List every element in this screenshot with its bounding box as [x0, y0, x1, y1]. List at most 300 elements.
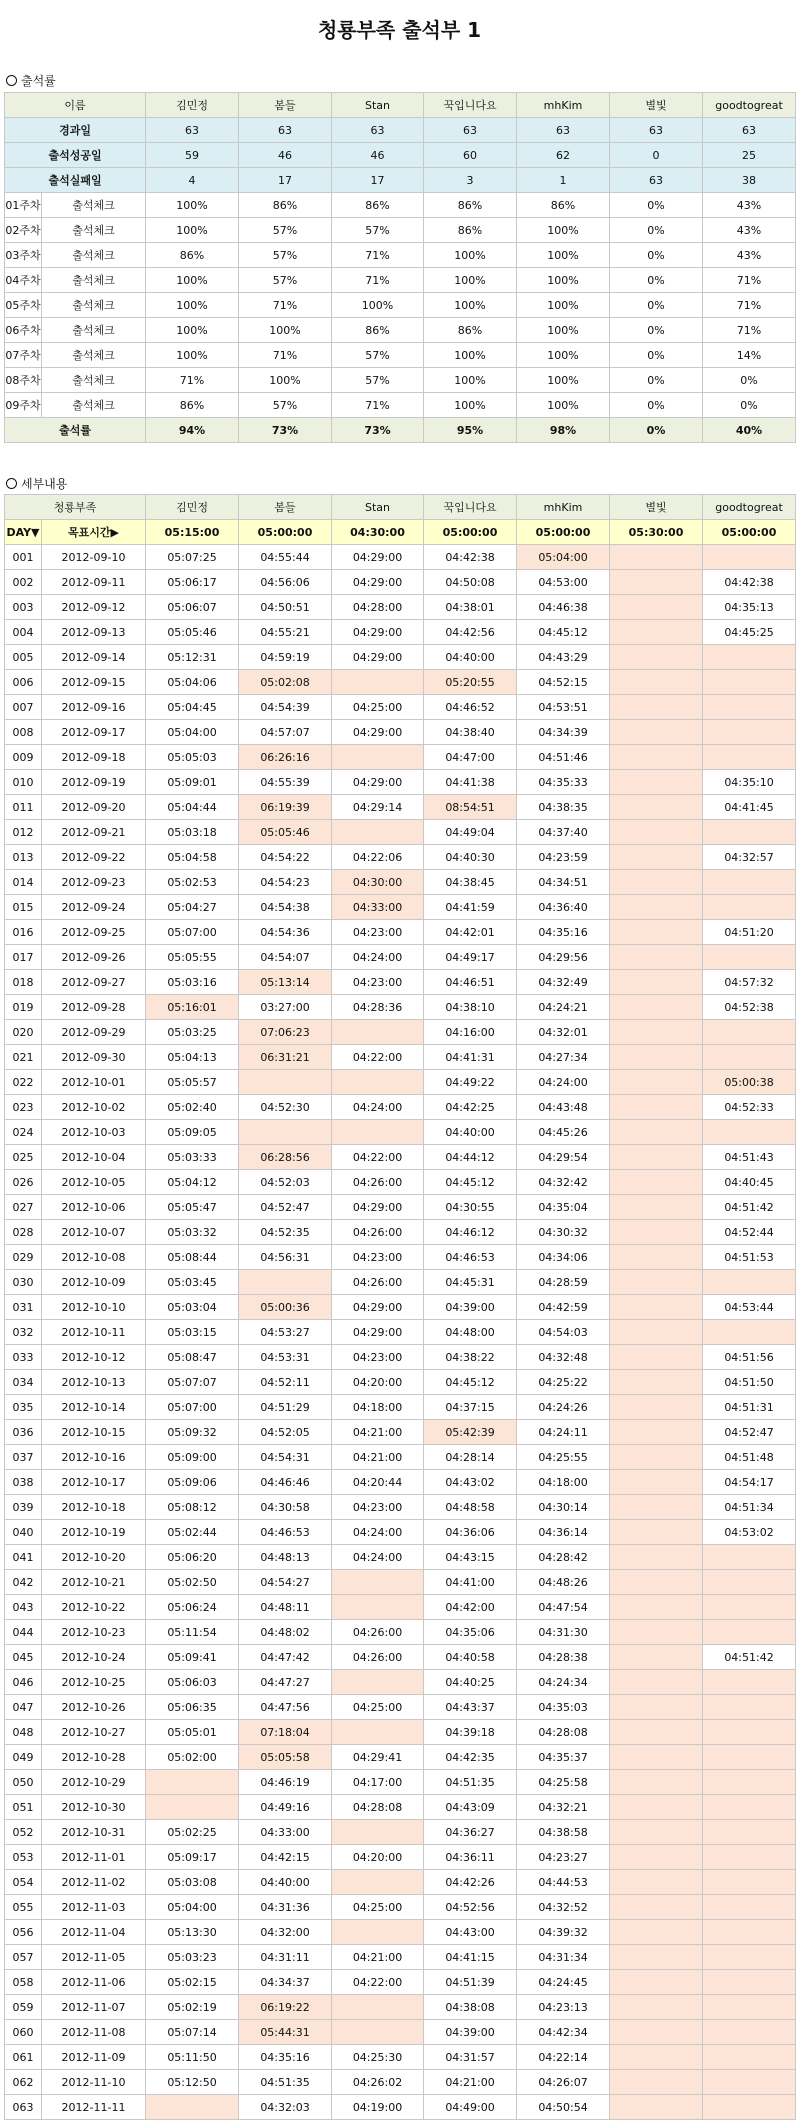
day-number-cell: 019: [5, 995, 42, 1020]
day-row: [5, 795, 796, 820]
checkin-time-cell: 04:53:02: [703, 1520, 796, 1545]
checkin-time-cell: [703, 670, 796, 695]
week-rate-cell: 71%: [703, 318, 796, 343]
checkin-time-cell: 04:52:38: [703, 995, 796, 1020]
day-number-cell: 021: [5, 1045, 42, 1070]
checkin-time-cell: 04:32:57: [703, 845, 796, 870]
day-row: [5, 1970, 796, 1995]
day-number-cell: 048: [5, 1720, 42, 1745]
checkin-time-cell: [610, 1245, 703, 1270]
checkin-time-cell: 04:54:23: [239, 870, 332, 895]
checkin-time-cell: 05:04:27: [146, 895, 239, 920]
checkin-time-cell: 04:22:14: [517, 2045, 610, 2070]
checkin-time-cell: [610, 570, 703, 595]
date-cell: 2012-09-15: [42, 670, 146, 695]
checkin-time-cell: 04:52:33: [703, 1095, 796, 1120]
checkin-time-cell: 04:34:06: [517, 1245, 610, 1270]
checkin-time-cell: 04:26:00: [332, 1220, 424, 1245]
checkin-time-cell: 05:03:32: [146, 1220, 239, 1245]
checkin-time-cell: 04:41:15: [424, 1945, 517, 1970]
checkin-time-cell: [332, 1570, 424, 1595]
checkin-time-cell: 04:56:06: [239, 570, 332, 595]
date-cell: 2012-10-09: [42, 1270, 146, 1295]
checkin-time-cell: 04:48:58: [424, 1495, 517, 1520]
checkin-time-cell: [610, 1020, 703, 1045]
week-rate-cell: 86%: [146, 393, 239, 418]
checkin-time-cell: [703, 645, 796, 670]
week-label-cell: 07주차: [5, 343, 42, 368]
day-number-cell: 014: [5, 870, 42, 895]
checkin-time-cell: 05:04:13: [146, 1045, 239, 1070]
checkin-time-cell: 05:05:58: [239, 1745, 332, 1770]
week-rate-cell: 100%: [517, 293, 610, 318]
checkin-time-cell: [610, 995, 703, 1020]
day-number-cell: 025: [5, 1145, 42, 1170]
member-header-cell: Stan: [332, 93, 424, 118]
day-number-cell: 026: [5, 1170, 42, 1195]
checkin-time-cell: 05:05:57: [146, 1070, 239, 1095]
checkin-time-cell: 04:31:11: [239, 1945, 332, 1970]
week-rate-cell: 86%: [332, 193, 424, 218]
checkin-time-cell: 04:43:48: [517, 1095, 610, 1120]
checkin-time-cell: 04:31:30: [517, 1620, 610, 1645]
week-rate-cell: 0%: [610, 193, 703, 218]
checkin-time-cell: [610, 1970, 703, 1995]
checkin-time-cell: 05:04:06: [146, 670, 239, 695]
checkin-time-cell: 04:30:14: [517, 1495, 610, 1520]
check-label-cell: 출석체크: [42, 243, 146, 268]
day-number-cell: 045: [5, 1645, 42, 1670]
day-row: [5, 670, 796, 695]
checkin-time-cell: 05:02:40: [146, 1095, 239, 1120]
checkin-time-cell: 04:29:00: [332, 645, 424, 670]
checkin-time-cell: [610, 795, 703, 820]
checkin-time-cell: 04:52:05: [239, 1420, 332, 1445]
week-row: [5, 218, 796, 243]
day-row: [5, 1620, 796, 1645]
day-row: [5, 1570, 796, 1595]
checkin-time-cell: 04:34:37: [239, 1970, 332, 1995]
checkin-time-cell: [332, 820, 424, 845]
day-number-cell: 052: [5, 1820, 42, 1845]
checkin-time-cell: 04:48:26: [517, 1570, 610, 1595]
checkin-time-cell: 05:09:05: [146, 1120, 239, 1145]
checkin-time-cell: 05:03:18: [146, 820, 239, 845]
date-cell: 2012-11-06: [42, 1970, 146, 1995]
week-rate-cell: 100%: [146, 343, 239, 368]
checkin-time-cell: 07:06:23: [239, 1020, 332, 1045]
checkin-time-cell: 04:36:27: [424, 1820, 517, 1845]
day-row: [5, 1720, 796, 1745]
checkin-time-cell: 04:42:01: [424, 920, 517, 945]
checkin-time-cell: [332, 1720, 424, 1745]
week-rate-cell: 57%: [332, 218, 424, 243]
checkin-time-cell: 04:29:00: [332, 545, 424, 570]
day-row: [5, 945, 796, 970]
checkin-time-cell: 05:06:03: [146, 1670, 239, 1695]
day-number-cell: 044: [5, 1620, 42, 1645]
target-row: [5, 520, 796, 545]
checkin-time-cell: 04:35:16: [517, 920, 610, 945]
check-label-cell: 출석체크: [42, 293, 146, 318]
day-row: [5, 1120, 796, 1145]
checkin-time-cell: 04:29:00: [332, 570, 424, 595]
checkin-time-cell: [610, 1320, 703, 1345]
date-cell: 2012-10-18: [42, 1495, 146, 1520]
week-rate-cell: 57%: [239, 393, 332, 418]
total-label-cell: 출석률: [5, 418, 146, 443]
day-row: [5, 1445, 796, 1470]
day-number-cell: 059: [5, 1995, 42, 2020]
date-cell: 2012-09-29: [42, 1020, 146, 1045]
checkin-time-cell: 05:09:41: [146, 1645, 239, 1670]
day-number-cell: 010: [5, 770, 42, 795]
checkin-time-cell: 04:18:00: [332, 1395, 424, 1420]
day-number-cell: 061: [5, 2045, 42, 2070]
checkin-time-cell: [239, 1270, 332, 1295]
day-row: [5, 1895, 796, 1920]
checkin-time-cell: 04:52:56: [424, 1895, 517, 1920]
member-header-cell: 꾹입니다요: [424, 495, 517, 520]
week-rate-cell: 86%: [517, 193, 610, 218]
day-row: [5, 720, 796, 745]
checkin-time-cell: 04:53:00: [517, 570, 610, 595]
checkin-time-cell: 04:45:31: [424, 1270, 517, 1295]
day-row: [5, 970, 796, 995]
target-label-cell: 목표시간▶: [42, 520, 146, 545]
week-rate-cell: 100%: [146, 268, 239, 293]
checkin-time-cell: [239, 1070, 332, 1095]
date-cell: 2012-09-21: [42, 820, 146, 845]
summary-value-cell: 63: [146, 118, 239, 143]
target-time-cell: 04:30:00: [332, 520, 424, 545]
checkin-time-cell: 03:27:00: [239, 995, 332, 1020]
checkin-time-cell: [703, 720, 796, 745]
checkin-time-cell: 05:12:31: [146, 645, 239, 670]
day-row: [5, 1670, 796, 1695]
checkin-time-cell: 05:06:20: [146, 1545, 239, 1570]
checkin-time-cell: [610, 1070, 703, 1095]
target-time-cell: 05:15:00: [146, 520, 239, 545]
summary-label-cell: 출석성공일: [5, 143, 146, 168]
date-cell: 2012-11-02: [42, 1870, 146, 1895]
week-rate-cell: 100%: [424, 393, 517, 418]
checkin-time-cell: 05:06:24: [146, 1595, 239, 1620]
date-cell: 2012-10-27: [42, 1720, 146, 1745]
checkin-time-cell: 04:39:00: [424, 2020, 517, 2045]
checkin-time-cell: 05:03:15: [146, 1320, 239, 1345]
day-row: [5, 1470, 796, 1495]
checkin-time-cell: 05:09:00: [146, 1445, 239, 1470]
date-cell: 2012-09-11: [42, 570, 146, 595]
circle-bullet-icon: [6, 75, 17, 86]
checkin-time-cell: 04:41:00: [424, 1570, 517, 1595]
summary-value-cell: 17: [332, 168, 424, 193]
checkin-time-cell: [610, 1095, 703, 1120]
member-header-cell: 봄들: [239, 495, 332, 520]
checkin-time-cell: 04:53:44: [703, 1295, 796, 1320]
checkin-time-cell: 04:46:53: [424, 1245, 517, 1270]
date-cell: 2012-09-25: [42, 920, 146, 945]
summary-value-cell: 59: [146, 143, 239, 168]
day-row: [5, 1020, 796, 1045]
date-cell: 2012-10-24: [42, 1645, 146, 1670]
day-number-cell: 062: [5, 2070, 42, 2095]
date-cell: 2012-11-03: [42, 1895, 146, 1920]
checkin-time-cell: 04:49:16: [239, 1795, 332, 1820]
checkin-time-cell: 04:42:38: [703, 570, 796, 595]
day-number-cell: 005: [5, 645, 42, 670]
target-time-cell: 05:00:00: [517, 520, 610, 545]
total-rate-cell: 73%: [332, 418, 424, 443]
checkin-time-cell: 05:06:17: [146, 570, 239, 595]
checkin-time-cell: 04:23:00: [332, 920, 424, 945]
day-number-cell: 009: [5, 745, 42, 770]
checkin-time-cell: 04:29:00: [332, 720, 424, 745]
week-rate-cell: 57%: [332, 368, 424, 393]
checkin-time-cell: [703, 945, 796, 970]
date-cell: 2012-09-18: [42, 745, 146, 770]
circle-bullet-icon: [6, 478, 17, 489]
checkin-time-cell: 04:52:11: [239, 1370, 332, 1395]
checkin-time-cell: 04:43:37: [424, 1695, 517, 1720]
week-rate-cell: 71%: [332, 268, 424, 293]
checkin-time-cell: 05:05:47: [146, 1195, 239, 1220]
member-header-cell: mhKim: [517, 495, 610, 520]
checkin-time-cell: 04:21:00: [332, 1445, 424, 1470]
week-label-cell: 08주차: [5, 368, 42, 393]
week-rate-cell: 0%: [610, 268, 703, 293]
checkin-time-cell: 04:43:29: [517, 645, 610, 670]
member-header-cell: goodtogreat: [703, 495, 796, 520]
member-header-cell: mhKim: [517, 93, 610, 118]
summary-row: [5, 118, 796, 143]
total-rate-cell: 0%: [610, 418, 703, 443]
checkin-time-cell: 05:07:14: [146, 2020, 239, 2045]
checkin-time-cell: 05:05:03: [146, 745, 239, 770]
checkin-time-cell: 04:24:00: [332, 1545, 424, 1570]
checkin-time-cell: 04:39:32: [517, 1920, 610, 1945]
checkin-time-cell: 04:42:25: [424, 1095, 517, 1120]
week-row: [5, 243, 796, 268]
checkin-time-cell: 04:23:00: [332, 1495, 424, 1520]
checkin-time-cell: [703, 1795, 796, 1820]
day-number-cell: 051: [5, 1795, 42, 1820]
checkin-time-cell: [703, 1895, 796, 1920]
checkin-time-cell: 04:29:54: [517, 1145, 610, 1170]
week-rate-cell: 100%: [517, 268, 610, 293]
week-rate-cell: 100%: [332, 293, 424, 318]
day-row: [5, 1520, 796, 1545]
tribe-header-cell: 청룡부족: [5, 495, 146, 520]
checkin-time-cell: 05:02:08: [239, 670, 332, 695]
week-rate-cell: 43%: [703, 243, 796, 268]
checkin-time-cell: [146, 1795, 239, 1820]
member-header-cell: 봄들: [239, 93, 332, 118]
checkin-time-cell: 04:32:01: [517, 1020, 610, 1045]
checkin-time-cell: 04:53:51: [517, 695, 610, 720]
summary-value-cell: 63: [703, 118, 796, 143]
week-rate-cell: 100%: [517, 343, 610, 368]
checkin-time-cell: 04:43:09: [424, 1795, 517, 1820]
checkin-time-cell: 04:23:00: [332, 1345, 424, 1370]
day-row: [5, 1920, 796, 1945]
checkin-time-cell: 04:38:22: [424, 1345, 517, 1370]
checkin-time-cell: 04:46:52: [424, 695, 517, 720]
date-cell: 2012-09-16: [42, 695, 146, 720]
date-cell: 2012-10-28: [42, 1745, 146, 1770]
section-heading-label: 세부내용: [21, 477, 68, 491]
week-rate-cell: 86%: [424, 218, 517, 243]
checkin-time-cell: [610, 620, 703, 645]
date-cell: 2012-09-28: [42, 995, 146, 1020]
day-number-cell: 020: [5, 1020, 42, 1045]
day-row: [5, 2070, 796, 2095]
date-cell: 2012-11-11: [42, 2095, 146, 2120]
week-rate-cell: 0%: [610, 243, 703, 268]
checkin-time-cell: 04:28:36: [332, 995, 424, 1020]
checkin-time-cell: 04:24:11: [517, 1420, 610, 1445]
week-rate-cell: 100%: [424, 243, 517, 268]
day-number-cell: 033: [5, 1345, 42, 1370]
checkin-time-cell: 05:02:53: [146, 870, 239, 895]
checkin-time-cell: [610, 1770, 703, 1795]
checkin-time-cell: 04:55:21: [239, 620, 332, 645]
checkin-time-cell: [610, 1920, 703, 1945]
checkin-time-cell: 05:03:33: [146, 1145, 239, 1170]
checkin-time-cell: 04:30:58: [239, 1495, 332, 1520]
checkin-time-cell: 04:29:00: [332, 620, 424, 645]
day-number-cell: 028: [5, 1220, 42, 1245]
checkin-time-cell: 04:54:17: [703, 1470, 796, 1495]
date-cell: 2012-11-10: [42, 2070, 146, 2095]
checkin-time-cell: [610, 1345, 703, 1370]
day-row: [5, 845, 796, 870]
checkin-time-cell: 04:29:14: [332, 795, 424, 820]
checkin-time-cell: 05:05:55: [146, 945, 239, 970]
day-number-cell: 022: [5, 1070, 42, 1095]
checkin-time-cell: 04:49:00: [424, 2095, 517, 2120]
checkin-time-cell: 04:54:36: [239, 920, 332, 945]
summary-label-cell: 경과일: [5, 118, 146, 143]
summary-value-cell: 17: [239, 168, 332, 193]
checkin-time-cell: 04:42:59: [517, 1295, 610, 1320]
checkin-time-cell: [239, 1120, 332, 1145]
checkin-time-cell: [703, 745, 796, 770]
checkin-time-cell: 04:52:47: [703, 1420, 796, 1445]
week-label-cell: 02주차: [5, 218, 42, 243]
checkin-time-cell: 04:48:00: [424, 1320, 517, 1345]
checkin-time-cell: 04:23:13: [517, 1995, 610, 2020]
checkin-time-cell: 05:07:25: [146, 545, 239, 570]
week-rate-cell: 71%: [703, 268, 796, 293]
checkin-time-cell: 04:47:27: [239, 1670, 332, 1695]
checkin-time-cell: [703, 2095, 796, 2120]
checkin-time-cell: 05:20:55: [424, 670, 517, 695]
checkin-time-cell: 05:11:54: [146, 1620, 239, 1645]
checkin-time-cell: 06:31:21: [239, 1045, 332, 1070]
checkin-time-cell: 04:25:30: [332, 2045, 424, 2070]
week-label-cell: 03주차: [5, 243, 42, 268]
checkin-time-cell: 04:26:00: [332, 1645, 424, 1670]
checkin-time-cell: 04:36:40: [517, 895, 610, 920]
checkin-time-cell: 04:24:00: [332, 1520, 424, 1545]
day-row: [5, 1295, 796, 1320]
total-rate-cell: 73%: [239, 418, 332, 443]
checkin-time-cell: 05:03:45: [146, 1270, 239, 1295]
checkin-time-cell: [610, 645, 703, 670]
checkin-time-cell: 04:18:00: [517, 1470, 610, 1495]
checkin-time-cell: [610, 1820, 703, 1845]
checkin-time-cell: 04:53:31: [239, 1345, 332, 1370]
day-row: [5, 645, 796, 670]
week-row: [5, 318, 796, 343]
checkin-time-cell: [332, 1920, 424, 1945]
total-rate-cell: 98%: [517, 418, 610, 443]
checkin-time-cell: 04:33:00: [332, 895, 424, 920]
date-cell: 2012-11-07: [42, 1995, 146, 2020]
checkin-time-cell: 05:06:35: [146, 1695, 239, 1720]
day-row: [5, 1495, 796, 1520]
checkin-time-cell: 05:04:45: [146, 695, 239, 720]
day-row: [5, 1545, 796, 1570]
week-rate-cell: 0%: [610, 218, 703, 243]
checkin-time-cell: [332, 1820, 424, 1845]
checkin-time-cell: 04:54:31: [239, 1445, 332, 1470]
checkin-time-cell: [610, 1795, 703, 1820]
checkin-time-cell: 04:51:50: [703, 1370, 796, 1395]
checkin-time-cell: [610, 1895, 703, 1920]
date-cell: 2012-09-26: [42, 945, 146, 970]
checkin-time-cell: 05:04:00: [146, 1895, 239, 1920]
day-number-cell: 032: [5, 1320, 42, 1345]
checkin-time-cell: 04:22:00: [332, 1145, 424, 1170]
checkin-time-cell: 04:25:22: [517, 1370, 610, 1395]
week-rate-cell: 0%: [610, 293, 703, 318]
checkin-time-cell: 05:16:01: [146, 995, 239, 1020]
checkin-time-cell: 04:31:34: [517, 1945, 610, 1970]
checkin-time-cell: 04:41:59: [424, 895, 517, 920]
week-row: [5, 293, 796, 318]
checkin-time-cell: 05:05:01: [146, 1720, 239, 1745]
checkin-time-cell: 05:05:46: [146, 620, 239, 645]
checkin-time-cell: 05:02:25: [146, 1820, 239, 1845]
checkin-time-cell: 05:03:08: [146, 1870, 239, 1895]
summary-value-cell: 46: [332, 143, 424, 168]
checkin-time-cell: 04:50:54: [517, 2095, 610, 2120]
day-number-cell: 024: [5, 1120, 42, 1145]
checkin-time-cell: 04:36:11: [424, 1845, 517, 1870]
checkin-time-cell: 05:12:50: [146, 2070, 239, 2095]
checkin-time-cell: 04:40:30: [424, 845, 517, 870]
week-rate-cell: 0%: [610, 343, 703, 368]
checkin-time-cell: [610, 1520, 703, 1545]
checkin-time-cell: 06:28:56: [239, 1145, 332, 1170]
date-cell: 2012-10-12: [42, 1345, 146, 1370]
checkin-time-cell: 04:44:12: [424, 1145, 517, 1170]
checkin-time-cell: 07:18:04: [239, 1720, 332, 1745]
checkin-time-cell: 05:08:44: [146, 1245, 239, 1270]
checkin-time-cell: 04:42:34: [517, 2020, 610, 2045]
checkin-time-cell: 04:22:00: [332, 1970, 424, 1995]
day-row: [5, 1345, 796, 1370]
checkin-time-cell: 04:49:22: [424, 1070, 517, 1095]
day-row: [5, 1745, 796, 1770]
date-cell: 2012-09-22: [42, 845, 146, 870]
day-row: [5, 1595, 796, 1620]
checkin-time-cell: [332, 1120, 424, 1145]
checkin-time-cell: 04:30:55: [424, 1195, 517, 1220]
